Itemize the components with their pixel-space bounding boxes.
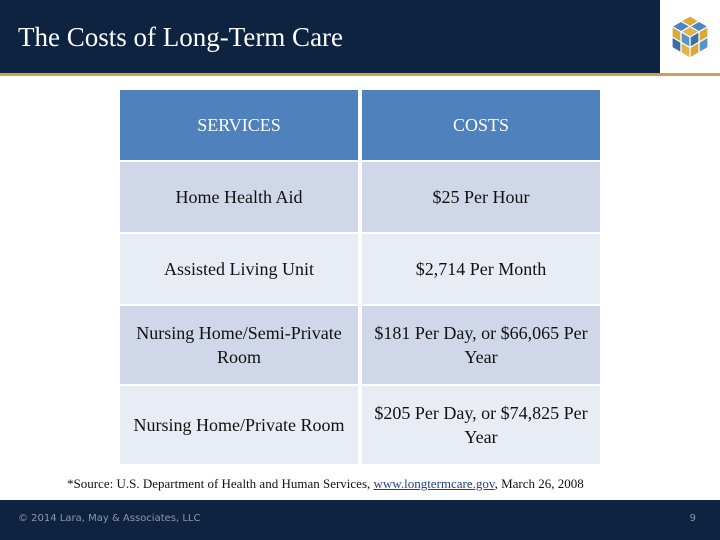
copyright-text: © 2014 Lara, May & Associates, LLC — [18, 513, 201, 524]
page-number: 9 — [689, 513, 696, 524]
service-cell: Assisted Living Unit — [120, 234, 358, 304]
company-logo — [660, 0, 720, 73]
table-row — [120, 162, 600, 232]
accent-rule — [0, 73, 720, 76]
title-bar — [0, 0, 660, 73]
header-services: SERVICES — [120, 90, 358, 160]
source-prefix: *Source: U.S. Department of Health and Human Services, — [67, 476, 374, 491]
cost-cell: $205 Per Day, or $74,825 Per Year — [362, 386, 600, 464]
source-note — [67, 476, 584, 492]
service-cell: Home Health Aid — [120, 162, 358, 232]
footer-bar — [0, 500, 720, 540]
cost-cell: $181 Per Day, or $66,065 Per Year — [362, 306, 600, 384]
service-cell: Nursing Home/Private Room — [120, 386, 358, 464]
table-row — [120, 234, 600, 304]
table-header-row — [120, 90, 600, 160]
source-link[interactable]: www.longtermcare.gov — [373, 476, 495, 491]
cost-cell: $25 Per Hour — [362, 162, 600, 232]
source-suffix: , March 26, 2008 — [494, 476, 584, 491]
header-costs: COSTS — [362, 90, 600, 160]
slide-title: The Costs of Long-Term Care — [18, 22, 344, 52]
cost-table — [120, 90, 600, 464]
table-row — [120, 306, 600, 384]
table-row — [120, 386, 600, 464]
cost-cell: $2,714 Per Month — [362, 234, 600, 304]
service-cell: Nursing Home/Semi-Private Room — [120, 306, 358, 384]
hexagon-logo-icon — [667, 14, 713, 60]
